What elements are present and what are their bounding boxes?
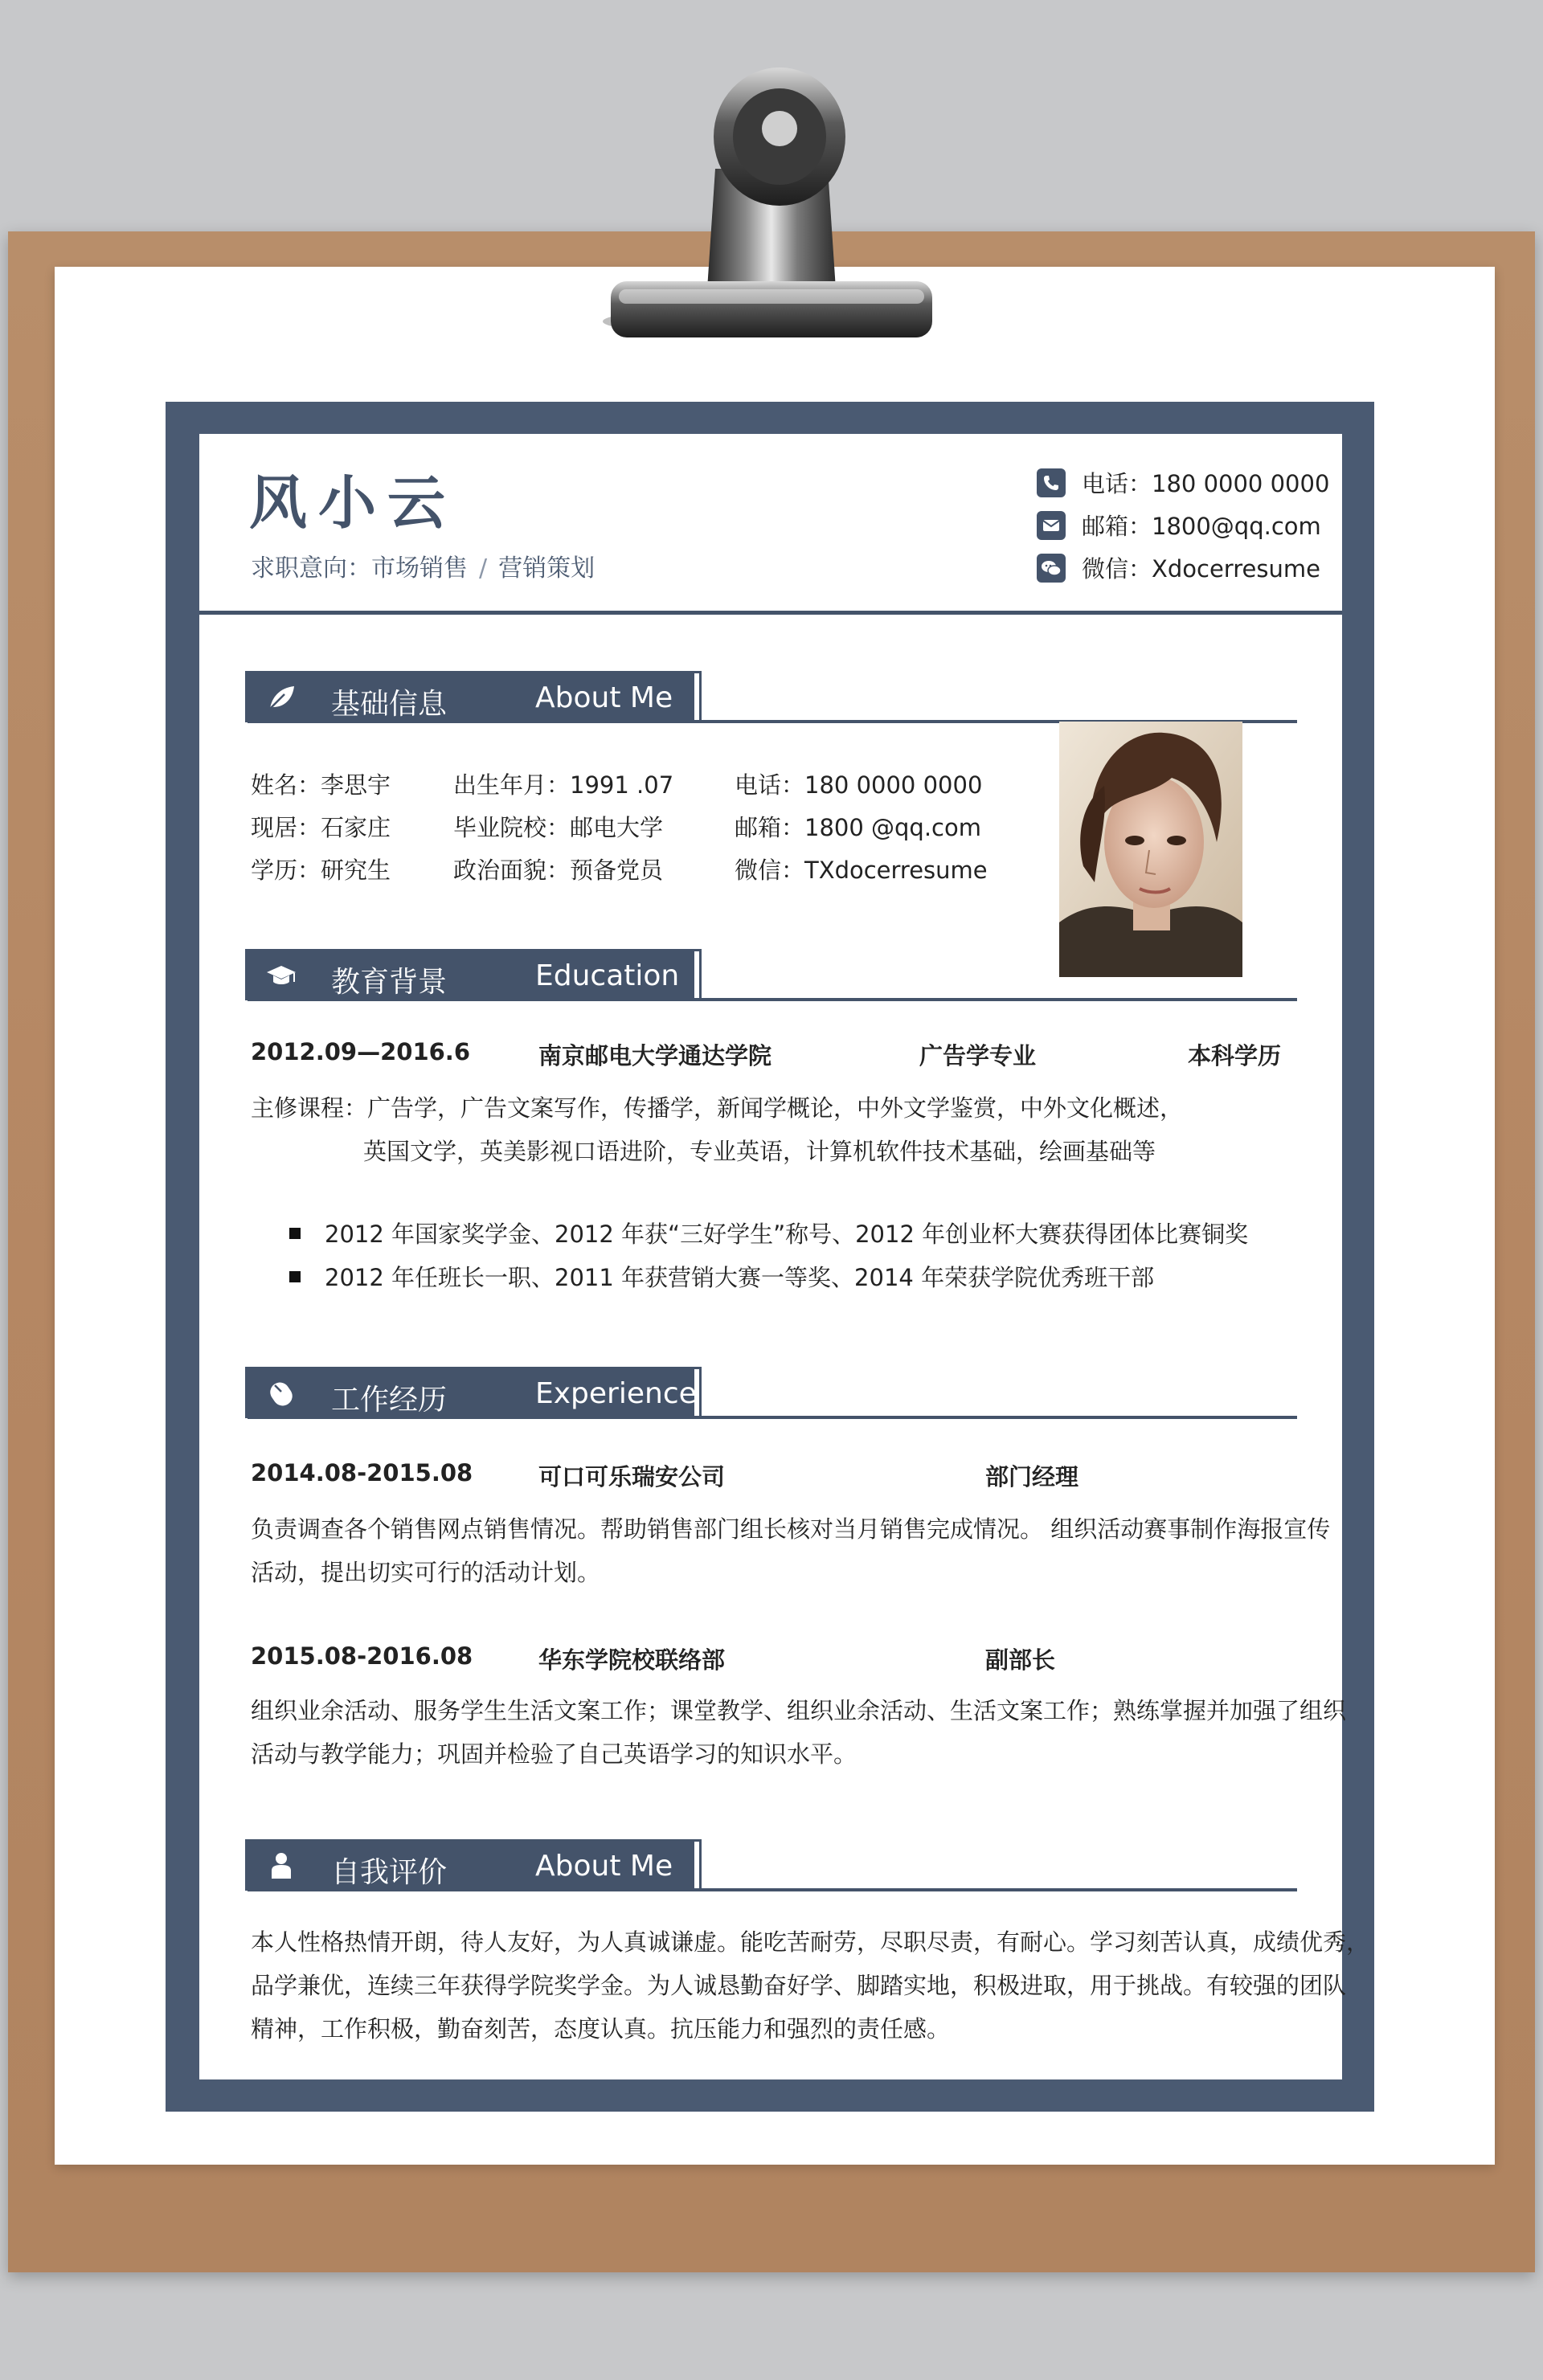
wechat-icon — [1037, 554, 1066, 583]
section-title-zh: 工作经历 — [331, 1384, 448, 1417]
edu-degree: 本科学历 — [1188, 1042, 1282, 1069]
job-company: 可口可乐瑞安公司 — [538, 1463, 726, 1491]
job-intent-label: 求职意向： — [251, 554, 371, 583]
contact-mail — [1037, 504, 1329, 546]
section-tab — [248, 951, 699, 998]
mail-icon — [1037, 511, 1066, 540]
info-birth: 出生年月：1991 .07 — [453, 771, 674, 799]
self-eval-line3: 精神，工作积极，勤奋刻苦，态度认真。抗压能力和强烈的责任感。 — [251, 2015, 951, 2043]
job-desc-line1: 负责调查各个销售网点销售情况。帮助销售部门组长核对当月销售完成情况。 组织活动赛事制作海报宣传 — [251, 1515, 1331, 1543]
job-intent-2: 营销策划 — [498, 554, 596, 583]
info-residence: 现居：石家庄 — [251, 814, 391, 841]
info-phone: 电话：180 0000 0000 — [735, 771, 983, 799]
award-text: 2012 年任班长一职、2011 年获营销大赛一等奖、2014 年荣获学院优秀班干部 — [325, 1264, 1155, 1291]
header-contact-list — [1037, 461, 1329, 589]
section-title-en: Experience — [535, 1377, 697, 1410]
edu-period: 2012.09—2016.6 — [251, 1038, 470, 1065]
contact-mail-text: 邮箱：1800@qq.com — [1082, 513, 1321, 540]
job-intent — [251, 548, 595, 583]
job-period: 2015.08-2016.08 — [251, 1642, 473, 1670]
info-political: 政治面貌：预备党员 — [453, 857, 664, 884]
self-eval-line1: 本人性格热情开朗，待人友好，为人真诚谦虚。能吃苦耐劳，尽职尽责，有耐心。学习刻苦认真，成绩优秀， — [251, 1928, 1370, 1956]
award-item — [289, 1217, 1248, 1249]
award-item — [289, 1260, 1154, 1293]
edu-major: 广告学专业 — [919, 1042, 1037, 1069]
section-title-zh: 基础信息 — [331, 688, 448, 721]
graduation-cap-icon — [265, 961, 297, 990]
info-degree: 学历：研究生 — [251, 857, 391, 884]
job-company: 华东学院校联络部 — [538, 1646, 726, 1674]
section-tab — [248, 1842, 699, 1888]
contact-wechat — [1037, 546, 1329, 589]
section-experience — [248, 1369, 1297, 1419]
section-title-en: Education — [535, 959, 680, 992]
section-tab — [248, 673, 699, 720]
leaf-icon — [265, 683, 297, 712]
info-email: 邮箱：1800 @qq.com — [735, 814, 981, 841]
binder-clip-icon — [595, 48, 948, 362]
section-title-en: About Me — [535, 1850, 673, 1883]
job-intent-separator: / — [479, 554, 488, 583]
job-intent-1: 市场销售 — [371, 554, 468, 583]
section-title-zh: 自我评价 — [331, 1856, 448, 1889]
mouse-icon — [265, 1379, 297, 1408]
job-desc-line2: 活动与教学能力；巩固并检验了自己英语学习的知识水平。 — [251, 1740, 857, 1768]
user-icon — [265, 1851, 297, 1880]
info-wechat: 微信：TXdocerresume — [735, 857, 988, 884]
edu-school: 南京邮电大学通达学院 — [538, 1042, 772, 1069]
phone-icon — [1037, 468, 1066, 497]
section-tab — [248, 1369, 699, 1416]
edu-courses-line2: 英国文学，英美影视口语进阶，专业英语，计算机软件技术基础，绘画基础等 — [363, 1138, 1156, 1165]
section-basic-info — [248, 673, 1297, 723]
job-role: 副部长 — [985, 1646, 1056, 1674]
bullet-icon — [289, 1271, 301, 1282]
info-school: 毕业院校：邮电大学 — [453, 814, 664, 841]
section-title-zh: 教育背景 — [331, 966, 448, 999]
contact-phone-text: 电话：180 0000 0000 — [1082, 470, 1330, 497]
award-text: 2012 年国家奖学金、2012 年获“三好学生”称号、2012 年创业杯大赛获得团体比赛铜奖 — [325, 1221, 1249, 1248]
job-role: 部门经理 — [985, 1463, 1079, 1491]
edu-courses-line1: 主修课程：广告学，广告文案写作，传播学，新闻学概论，中外文学鉴赏，中外文化概述， — [251, 1094, 1184, 1122]
self-eval-line2: 品学兼优，连续三年获得学院奖学金。为人诚恳勤奋好学、脚踏实地，积极进取，用于挑战。有较强的团队 — [251, 1972, 1347, 1999]
candidate-name: 风小云 — [249, 469, 457, 537]
section-self-evaluation — [248, 1842, 1297, 1891]
contact-phone — [1037, 461, 1329, 504]
profile-photo — [1059, 722, 1242, 977]
contact-wechat-text: 微信：Xdocerresume — [1082, 555, 1320, 583]
section-education — [248, 951, 1297, 1001]
header-divider — [199, 611, 1342, 615]
section-title-en: About Me — [535, 681, 673, 714]
job-period: 2014.08-2015.08 — [251, 1459, 473, 1486]
job-desc-line2: 活动，提出切实可行的活动计划。 — [251, 1559, 601, 1586]
job-desc-line1: 组织业余活动、服务学生生活文案工作；课堂教学、组织业余活动、生活文案工作；熟练掌握并加强了组织 — [251, 1697, 1347, 1724]
bullet-icon — [289, 1228, 301, 1239]
info-name: 姓名：李思宇 — [251, 771, 391, 799]
